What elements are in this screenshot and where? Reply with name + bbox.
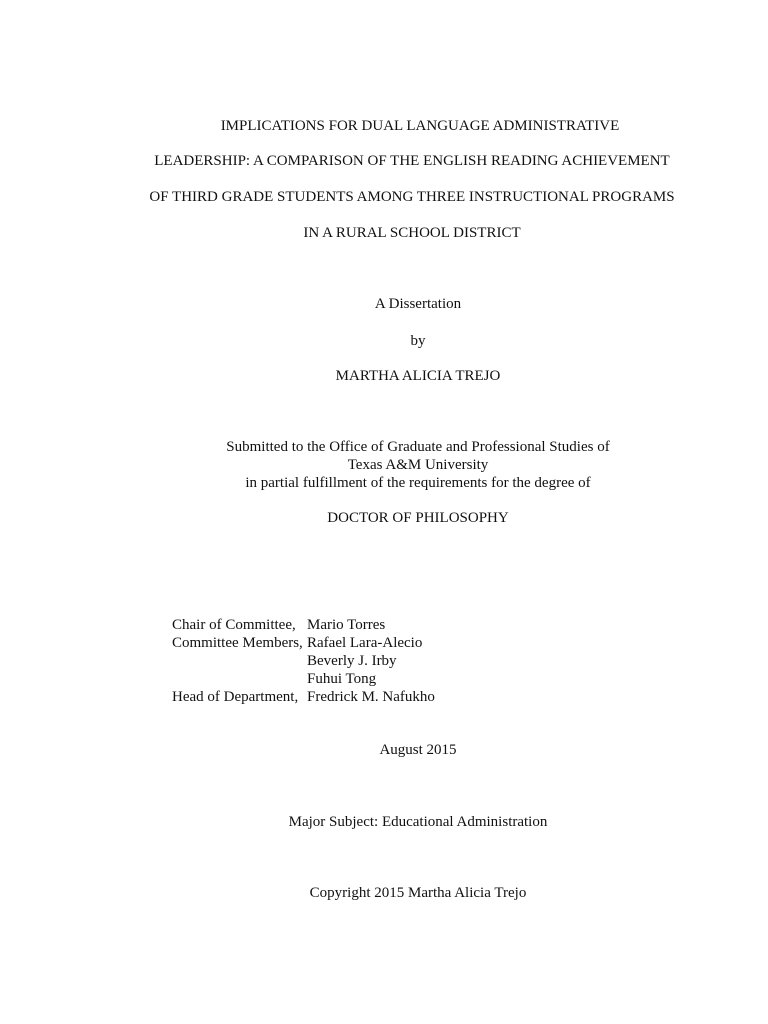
title-line-1: IMPLICATIONS FOR DUAL LANGUAGE ADMINISTRATIVE xyxy=(220,118,620,134)
chair-role: Chair of Committee, xyxy=(172,617,296,633)
member-name: Rafael Lara-Alecio xyxy=(307,635,423,651)
member-name: Fuhui Tong xyxy=(307,671,377,687)
author-name: MARTHA ALICIA TREJO xyxy=(335,368,501,384)
title-line-2: LEADERSHIP: A COMPARISON OF THE ENGLISH READING ACHIEVEMENT xyxy=(154,153,670,169)
chair-name: Mario Torres xyxy=(307,617,386,633)
submission-line-1: Submitted to the Office of Graduate and Professional Studies of xyxy=(226,439,610,455)
major-subject: Major Subject: Educational Administration xyxy=(288,814,548,830)
degree: DOCTOR OF PHILOSOPHY xyxy=(327,510,509,526)
document-type: A Dissertation xyxy=(374,296,462,312)
head-role: Head of Department, xyxy=(172,689,299,705)
title-line-4: IN A RURAL SCHOOL DISTRICT xyxy=(303,225,521,241)
submission-line-3: in partial fulfillment of the requirements for the degree of xyxy=(245,475,591,491)
submission-line-2: Texas A&M University xyxy=(347,457,489,473)
by-label: by xyxy=(410,333,426,349)
members-role: Committee Members, xyxy=(172,635,303,651)
title-line-3: OF THIRD GRADE STUDENTS AMONG THREE INSTRUCTIONAL PROGRAMS xyxy=(149,189,675,205)
head-name: Fredrick M. Nafukho xyxy=(307,689,435,705)
submission-date: August 2015 xyxy=(379,742,457,758)
member-name: Beverly J. Irby xyxy=(307,653,397,669)
copyright: Copyright 2015 Martha Alicia Trejo xyxy=(309,885,527,901)
